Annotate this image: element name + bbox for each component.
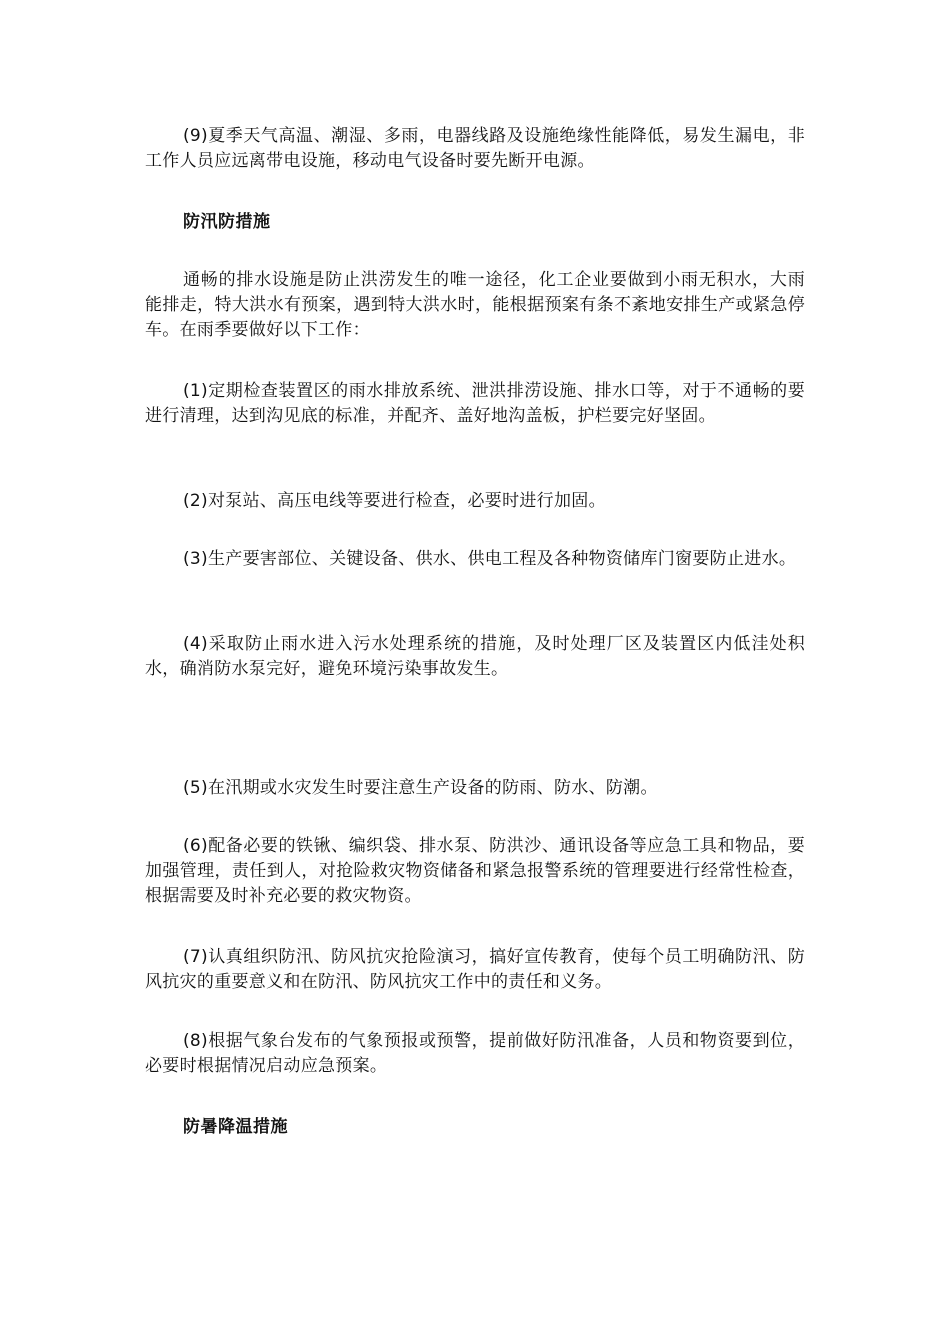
paragraph-item-9: (9)夏季天气高温、潮湿、多雨，电器线路及设施绝缘性能降低，易发生漏电，非工作人员应远离带电设施，移动电气设备时要先断开电源。 <box>145 126 805 171</box>
paragraph-item-7: (7)认真组织防汛、防风抗灾抢险演习，搞好宣传教育，使每个员工明确防汛、防风抗灾的重要意义和在防汛、防风抗灾工作中的责任和义务。 <box>145 947 805 992</box>
paragraph-item-4: (4)采取防止雨水进入污水处理系统的措施，及时处理厂区及装置区内低洼处积水，确消防水泵完好，避免环境污染事故发生。 <box>145 634 805 679</box>
paragraph-item-8: (8)根据气象台发布的气象预报或预警，提前做好防汛准备，人员和物资要到位，必要时根据情况启动应急预案。 <box>145 1031 805 1076</box>
paragraph-item-2: (2)对泵站、高压电线等要进行检查，必要时进行加固。 <box>183 491 606 511</box>
paragraph-item-1: (1)定期检查装置区的雨水排放系统、泄洪排涝设施、排水口等，对于不通畅的要进行清理，达到沟见底的标准，并配齐、盖好地沟盖板，护栏要完好坚固。 <box>145 381 805 426</box>
section-heading-heat: 防暑降温措施 <box>183 1117 288 1137</box>
paragraph-flood-intro: 通畅的排水设施是防止洪涝发生的唯一途径，化工企业要做到小雨无积水，大雨能排走，特大洪水有预案，遇到特大洪水时，能根据预案有条不紊地安排生产或紧急停车。在雨季要做好以下工作： <box>145 270 805 340</box>
section-heading-flood: 防汛防措施 <box>183 212 271 232</box>
paragraph-item-5: (5)在汛期或水灾发生时要注意生产设备的防雨、防水、防潮。 <box>183 778 658 798</box>
paragraph-item-6: (6)配备必要的铁锹、编织袋、排水泵、防洪沙、通讯设备等应急工具和物品，要加强管理，责任到人，对抢险救灾物资储备和紧急报警系统的管理要进行经常性检查，根据需要及时补充必要的救灾物资。 <box>145 836 805 906</box>
paragraph-item-3: (3)生产要害部位、关键设备、供水、供电工程及各种物资储库门窗要防止进水。 <box>183 549 797 569</box>
